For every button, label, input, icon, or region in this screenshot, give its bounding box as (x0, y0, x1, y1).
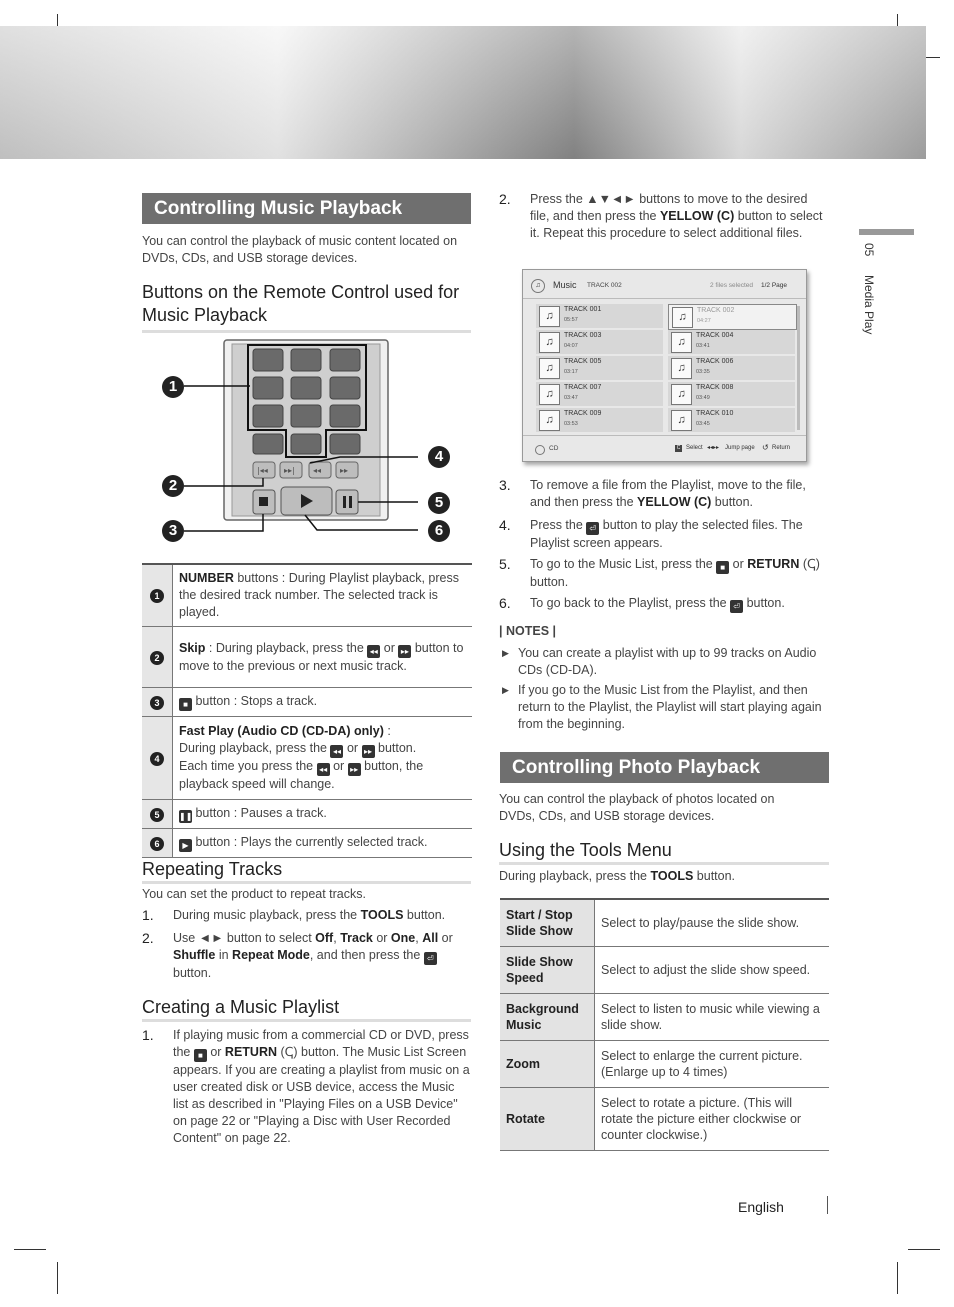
tools-menu-table (500, 898, 829, 1151)
key-name: NUMBER (179, 571, 234, 585)
or-text: or (380, 640, 399, 655)
playlist-heading: Creating a Music Playlist (142, 996, 471, 1022)
side-tab-bar (859, 229, 914, 235)
step-text: (ↅ) button. The Music List Screen appears. If you are creating a playlist from music on a user created disk or USB device, access the Music list as described in "Playing Files on a USB Device" on page 22 or "Playing a Disc with User Recorded Content" on page 22. (173, 1045, 470, 1145)
music-note-icon: ♫ (539, 332, 560, 353)
svg-text:|◂◂: |◂◂ (257, 466, 268, 475)
fast-forward-icon: ▸▸ (348, 763, 361, 776)
tool-name: Background Music (500, 993, 595, 1040)
stop-icon: ■ (716, 561, 729, 574)
table-row (142, 688, 472, 717)
callout-4: 4 (428, 446, 450, 468)
track-item[interactable] (536, 330, 663, 354)
source-label: CD (549, 445, 559, 452)
key-description: During playback, press the (179, 741, 331, 755)
tool-name: Rotate (500, 1087, 595, 1150)
row-number: 2 (150, 651, 164, 665)
playlist-step-1 (142, 1027, 472, 1147)
or-text: or (333, 759, 348, 773)
track-item[interactable] (668, 304, 797, 330)
tool-name: Zoom (500, 1040, 595, 1087)
track-time: 03:53 (564, 421, 578, 427)
music-note-icon: ♫ (539, 410, 560, 431)
step-text: button. (403, 908, 446, 922)
track-name: TRACK 003 (564, 332, 602, 339)
table-row (500, 899, 829, 946)
option-all: All (422, 931, 439, 945)
row-number: 1 (150, 589, 164, 603)
table-row (142, 800, 472, 829)
music-note-icon: ♫ (671, 358, 692, 379)
note-2 (499, 682, 831, 733)
playlist-step-3 (499, 477, 829, 511)
table-row (142, 717, 472, 800)
note-1 (499, 645, 831, 679)
bullet-icon: ▶ (502, 648, 509, 658)
callout-5: 5 (428, 492, 450, 514)
enter-icon: ⏎ (730, 600, 743, 613)
table-row (142, 627, 472, 688)
step-text: button. (711, 495, 754, 509)
step-number: 1. (142, 1027, 154, 1043)
track-name: TRACK 009 (564, 410, 602, 417)
step-text: button to play the selected files. The Playlist screen appears. (530, 518, 803, 550)
track-item[interactable] (668, 356, 795, 380)
footer-divider (827, 1196, 828, 1214)
tool-description: Select to adjust the slide show speed. (595, 946, 830, 993)
play-icon: ▶ (179, 839, 192, 852)
track-item[interactable] (536, 304, 663, 328)
screen-title: Music (553, 280, 577, 290)
stop-icon: ■ (179, 698, 192, 711)
option-off: Off (315, 931, 334, 945)
playlist-step-2 (499, 191, 829, 242)
disc-icon (535, 445, 545, 455)
row-number: 5 (150, 808, 164, 822)
remote-illustration (160, 338, 460, 550)
bullet-icon: ▶ (502, 685, 509, 695)
stop-icon: ■ (194, 1049, 207, 1062)
return-icon: ↺ (762, 443, 769, 452)
track-time: 05:57 (564, 317, 578, 323)
track-time: 03:45 (696, 421, 710, 427)
table-row (500, 1040, 829, 1087)
callout-1: 1 (162, 376, 184, 398)
notes-label: | NOTES | (499, 624, 557, 638)
tools-intro-text: During playback, press the (499, 869, 651, 883)
option-track: Track (340, 931, 373, 945)
step-text: Use ◄► button to select (173, 931, 316, 945)
track-time: 03:17 (564, 369, 578, 375)
track-time: 03:35 (696, 369, 710, 375)
step-number: 6. (499, 595, 511, 611)
track-item[interactable] (536, 356, 663, 380)
track-name: TRACK 008 (696, 384, 734, 391)
c-key-icon: C (676, 445, 681, 451)
note-text: If you go to the Music List from the Playlist, and then return to the Playlist, the Playlist will start playing again from the beginning. (518, 683, 822, 731)
tools-key: TOOLS (360, 908, 404, 922)
hint-return: Return (772, 445, 791, 451)
key-name: Skip (179, 640, 206, 655)
pause-icon: ❚❚ (179, 812, 193, 821)
repeat-intro: You can set the product to repeat tracks. (142, 887, 366, 901)
selected-count: 2 files selected (710, 282, 753, 289)
tools-intro (499, 868, 829, 885)
step-text: Press the (530, 518, 587, 532)
music-note-icon: ♫ (671, 410, 692, 431)
track-time: 03:47 (564, 395, 578, 401)
playlist-step-6 (499, 595, 829, 613)
track-time: 04:27 (697, 318, 711, 324)
step-text: (ↅ) button. (530, 557, 820, 589)
music-note-icon: ♫ (672, 307, 693, 328)
row-number: 6 (150, 837, 164, 851)
enter-icon: ⏎ (586, 522, 599, 535)
yellow-key: YELLOW (C) (637, 495, 712, 509)
tool-name: Slide Show Speed (500, 946, 595, 993)
fast-forward-icon: ▸▸ (362, 745, 375, 758)
repeat-step-2: 2. Use ◄► button to select Off, Track or One, All or Shuffle in Repeat Mode, and then press the ⏎ button. (142, 930, 453, 980)
tools-key: TOOLS (650, 869, 694, 883)
repeat-heading: Repeating Tracks (142, 858, 471, 884)
key-description: button. (374, 741, 417, 755)
or-text: or (343, 741, 362, 755)
row-number: 4 (150, 752, 164, 766)
music-note-icon: ♫ (671, 332, 692, 353)
section-title-photo: Controlling Photo Playback (500, 752, 829, 783)
track-name: TRACK 004 (696, 332, 734, 339)
photo-intro: You can control the playback of photos located on DVDs, CDs, and USB storage devices. (499, 792, 775, 823)
chapter-number: 05 (862, 243, 876, 257)
track-name: TRACK 007 (564, 384, 602, 391)
skip-back-icon: ◂◂ (367, 645, 380, 658)
key-description: button : Pauses a track. (192, 806, 327, 820)
tools-heading: Using the Tools Menu (499, 839, 829, 865)
key-description: : During playback, press the (205, 640, 368, 655)
buttons-heading: Buttons on the Remote Control used for Music Playback (142, 281, 471, 333)
hint-jump: Jump page (725, 445, 755, 451)
step-text: To go back to the Playlist, press the (530, 596, 731, 610)
step-text: Press the ▲▼◄► buttons to move to the desired file, and then press the (530, 192, 808, 223)
step-text: To remove a file from the Playlist, move to the file, and then press the (530, 478, 806, 509)
or-text: or (206, 1045, 225, 1059)
track-name: TRACK 010 (696, 410, 734, 417)
step-text: button to select it. Repeat this procedure to select additional files. (530, 209, 823, 240)
music-note-icon: ♫ (539, 306, 560, 327)
svg-text:▸▸: ▸▸ (340, 466, 349, 475)
key-description: button to move to the previous or next music track. (179, 640, 464, 673)
key-description: button : Plays the currently selected track. (192, 835, 428, 849)
footer-language: English (738, 1199, 784, 1215)
step-text: To go to the Music List, press the (530, 557, 717, 571)
callout-3: 3 (162, 520, 184, 542)
tool-description: Select to rotate a picture. (This will rotate the picture either clockwise or counter clockwise.) (595, 1087, 830, 1150)
step-number: 2. (142, 930, 154, 946)
music-list-screen (522, 269, 807, 462)
header-banner (0, 26, 926, 159)
playlist-step-5 (499, 556, 829, 591)
music-note-icon: ♫ (539, 358, 560, 379)
hint-select: Select (686, 445, 703, 451)
rewind-icon: ◂◂ (317, 763, 330, 776)
track-name: TRACK 006 (696, 358, 734, 365)
table-row (500, 993, 829, 1040)
rewind-icon: ◂◂ (330, 745, 343, 758)
music-intro: You can control the playback of music content located on DVDs, CDs, and USB storage devices. (142, 234, 458, 265)
track-item[interactable] (668, 408, 795, 432)
repeat-mode-label: Repeat Mode (232, 948, 310, 962)
step-text: During music playback, press the (173, 908, 361, 922)
screen-header (523, 270, 806, 299)
music-note-icon: ♫ (539, 384, 560, 405)
step-number: 2. (499, 191, 511, 207)
option-one: One (390, 931, 416, 945)
or-text: or (372, 931, 391, 945)
table-row (500, 1087, 829, 1150)
track-item[interactable] (536, 408, 663, 432)
table-row (500, 946, 829, 993)
step-number: 5. (499, 556, 511, 572)
return-key: RETURN (224, 1045, 278, 1059)
skip-icon: ◂◂▸▸ (707, 445, 720, 451)
side-tab (862, 243, 882, 353)
note-text: You can create a playlist with up to 99 tracks on Audio CDs (CD-DA). (518, 646, 817, 677)
track-time: 03:41 (696, 343, 710, 349)
chapter-title: Media Play (862, 275, 876, 335)
step-number: 4. (499, 517, 511, 533)
track-item[interactable] (668, 382, 795, 406)
tool-description: Select to play/pause the slide show. (595, 899, 830, 946)
step-text: button. (743, 596, 785, 610)
skip-forward-icon: ▸▸ (398, 645, 411, 658)
track-item[interactable] (668, 330, 795, 354)
svg-text:◂◂: ◂◂ (313, 466, 322, 475)
track-item[interactable] (536, 382, 663, 406)
step-text: , and then press the (309, 948, 424, 962)
screen-scrollbar[interactable] (797, 306, 800, 430)
colon: : (383, 724, 391, 738)
key-description: buttons : During Playlist playback, press the desired track number. The selected track is played. (179, 571, 459, 619)
table-row (142, 829, 472, 858)
option-shuffle: Shuffle (173, 948, 216, 962)
enter-icon: ⏎ (424, 952, 437, 965)
track-time: 04:07 (564, 343, 578, 349)
key-description: Each time you press the (179, 759, 317, 773)
track-time: 03:49 (696, 395, 710, 401)
repeat-step-1 (142, 907, 472, 924)
callout-6: 6 (428, 520, 450, 542)
section-title-music: Controlling Music Playback (142, 193, 471, 224)
step-text: button. (173, 966, 212, 980)
return-key: RETURN (747, 557, 800, 571)
step-text: in (215, 948, 233, 962)
yellow-key: YELLOW (C) (659, 209, 735, 223)
key-name: Fast Play (Audio CD (CD-DA) only) (179, 724, 384, 738)
music-note-icon: ♫ (671, 384, 692, 405)
key-description: button : Stops a track. (192, 694, 318, 708)
track-name: TRACK 005 (564, 358, 602, 365)
music-icon: ♫ (531, 279, 545, 293)
step-text: If playing music from a commercial CD or DVD, press the (173, 1028, 469, 1059)
tools-intro-text: button. (693, 869, 736, 883)
step-number: 3. (499, 477, 511, 493)
table-row (142, 564, 472, 627)
key-description: button, the playback speed will change. (179, 759, 424, 791)
or-text: or (729, 557, 748, 571)
track-name: TRACK 001 (564, 306, 602, 313)
tool-description: Select to enlarge the current picture. (Enlarge up to 4 times) (595, 1040, 830, 1087)
playlist-step-4 (499, 517, 829, 552)
screen-footer (523, 435, 806, 462)
page-indicator: 1/2 Page (761, 282, 788, 289)
callout-2: 2 (162, 475, 184, 497)
screen-crumb: TRACK 002 (587, 282, 622, 289)
tool-name: Start / Stop Slide Show (500, 899, 595, 946)
row-number: 3 (150, 696, 164, 710)
step-number: 1. (142, 907, 154, 923)
svg-text:▸▸|: ▸▸| (284, 466, 295, 475)
track-name: TRACK 002 (697, 307, 735, 314)
remote-keys-table (142, 563, 472, 858)
tool-description: Select to listen to music while viewing a slide show. (595, 993, 830, 1040)
